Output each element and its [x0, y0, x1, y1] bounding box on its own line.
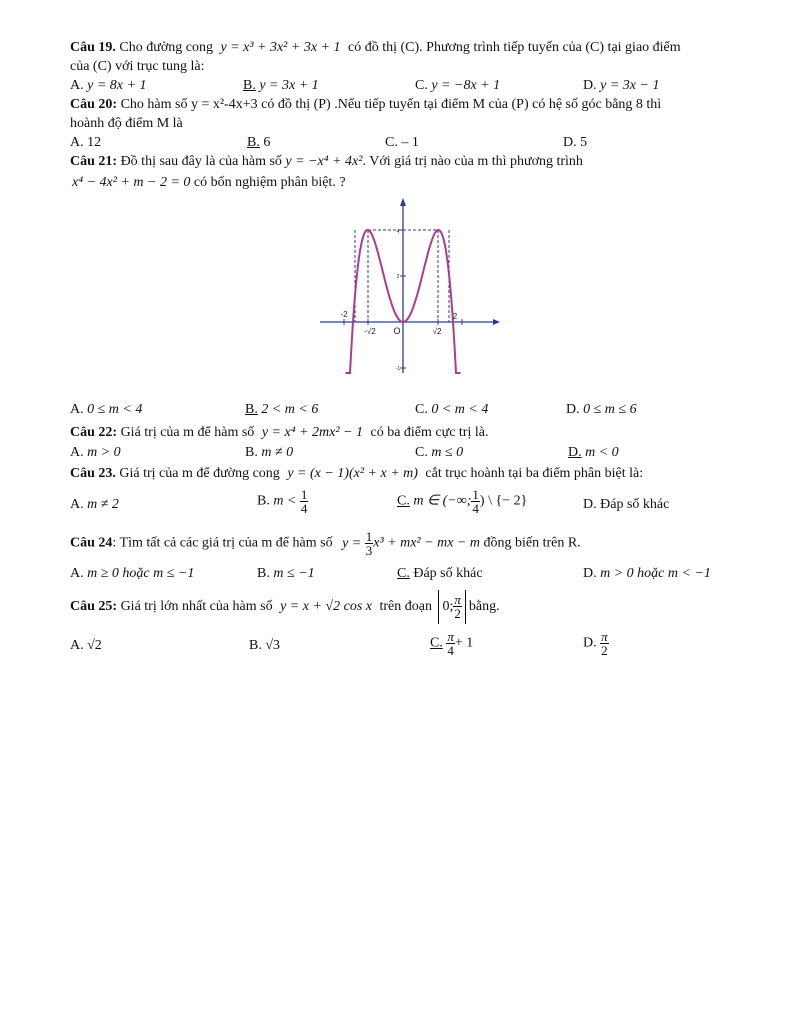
q19-option-b[interactable]: [243, 78, 319, 94]
q21-line2: [72, 175, 346, 191]
q24-text-a: : Tìm tất cả các giá trị của m để hàm số: [112, 535, 333, 551]
interval-start: 0;: [442, 599, 454, 614]
label-origin: O: [393, 326, 401, 336]
option-value: Đáp số khác: [413, 566, 483, 581]
option-value: – 1: [401, 135, 419, 150]
q22-option-d[interactable]: [568, 445, 619, 461]
label-neg2: -2: [340, 310, 348, 319]
q25-option-d[interactable]: [583, 630, 609, 657]
q21-text-b: . Với giá trị nào của m thì phương trình: [362, 154, 583, 169]
q24-number: Câu 24: [70, 535, 113, 551]
fraction: $\frac{1}{4}$: [300, 487, 308, 516]
q24-option-b[interactable]: [257, 566, 315, 582]
q25-line1: [70, 590, 500, 626]
option-value: m > 0 hoặc m < −1: [600, 566, 711, 581]
q23-text-b: cắt trục hoành tại ba điểm phân biệt là:: [425, 466, 644, 481]
option-letter: B.: [243, 78, 256, 93]
q19-option-d[interactable]: [583, 78, 659, 94]
q25-text-b: trên đoạn: [379, 599, 432, 615]
option-value: 5: [580, 135, 588, 150]
option-value: m ∈ (−∞;: [413, 493, 472, 509]
option-value: √2: [87, 638, 102, 653]
fraction: $\frac{\pi}{4}$: [447, 629, 454, 658]
fraction: $\frac{\pi}{2}$: [454, 592, 461, 622]
q21-option-c[interactable]: [415, 402, 488, 418]
q23-text-a: Giá trị của m để đường cong: [119, 466, 280, 481]
option-letter: B.: [249, 638, 262, 653]
q19-option-c[interactable]: [415, 78, 500, 94]
q19-text-a: Cho đường cong: [119, 40, 213, 55]
option-letter: B.: [247, 135, 260, 150]
q25-text-a: Giá trị lớn nhất của hàm số: [120, 599, 273, 615]
label-yneg: -1: [395, 366, 401, 372]
option-value: 0 ≤ m < 4: [87, 402, 143, 417]
option-value: y = 3x − 1: [600, 78, 660, 93]
q20-option-a[interactable]: [70, 135, 101, 151]
option-letter: D.: [583, 497, 597, 512]
option-letter: B.: [257, 566, 270, 581]
q21-line2-text: có bốn nghiệm phân biệt. ?: [193, 175, 346, 190]
q25-option-a[interactable]: [70, 638, 102, 654]
option-letter: A.: [70, 78, 84, 93]
q21-formula: y = −x⁴ + 4x²: [285, 154, 363, 169]
fraction: $\frac{\pi}{2}$: [601, 629, 608, 658]
option-value-post: ) \ {− 2}: [479, 493, 528, 509]
q21-equation: x⁴ − 4x² + m − 2 = 0: [72, 175, 191, 190]
label-sqrt2: √2: [432, 327, 442, 336]
label-y2: 2: [396, 274, 400, 280]
q23-option-a[interactable]: [70, 497, 119, 513]
q21-number: Câu 21:: [70, 154, 118, 169]
option-value: m ≤ −1: [273, 566, 315, 581]
q23-option-d[interactable]: [583, 497, 669, 513]
option-letter: B.: [257, 493, 270, 509]
q19-text-b: có đồ thị (C). Phương trình tiếp tuyến của (C) tại giao điểm: [348, 40, 681, 55]
q19-number: Câu 19.: [70, 40, 116, 55]
option-letter: B.: [245, 402, 258, 417]
q21-graph: [318, 195, 502, 377]
q20-text: Cho hàm số y = x²-4x+3 có đồ thị (P) .Nếu tiếp tuyến tại điểm M của (P) có hệ số góc bằng 8 thì: [120, 97, 662, 112]
q22-text-a: Giá trị của m để hàm số: [120, 425, 255, 440]
option-letter: D.: [568, 445, 582, 460]
q24-option-d[interactable]: [583, 566, 711, 582]
q24-option-a[interactable]: [70, 566, 194, 582]
option-letter: A.: [70, 445, 84, 460]
q24-line1: [70, 530, 581, 557]
option-letter: A.: [70, 566, 84, 581]
q21-line1: [70, 154, 583, 170]
q21-text-a: Đồ thị sau đây là của hàm số: [120, 154, 282, 169]
option-value: 2 < m < 6: [261, 402, 319, 417]
q24-formula-pre: y =: [342, 535, 362, 551]
q22-option-a[interactable]: [70, 445, 121, 461]
q20-option-b[interactable]: [247, 135, 270, 151]
option-value: y = 3x + 1: [259, 78, 319, 93]
option-value: m ≤ 0: [431, 445, 464, 460]
q25-number: Câu 25:: [70, 599, 118, 615]
option-value: m ≥ 0 hoặc m ≤ −1: [87, 566, 195, 581]
option-letter: C.: [415, 445, 428, 460]
q22-formula: y = x⁴ + 2mx² − 1: [261, 425, 363, 440]
q23-formula: y = (x − 1)(x² + x + m): [287, 466, 418, 481]
q23-line1: [70, 466, 643, 482]
q23-option-b[interactable]: [257, 488, 308, 515]
q21-option-b[interactable]: [245, 402, 318, 418]
q19-line2: của (C) với trục tung là:: [70, 59, 205, 74]
option-value: 0 < m < 4: [431, 402, 489, 417]
q23-number: Câu 23.: [70, 466, 116, 481]
fraction: $\frac{1}{4}$: [472, 487, 479, 516]
option-letter: A.: [70, 638, 84, 653]
option-letter: D.: [583, 566, 597, 581]
option-value: m ≠ 0: [261, 445, 294, 460]
label-neg-sqrt2: -√2: [364, 327, 376, 336]
q19-formula: y = x³ + 3x² + 3x + 1: [220, 40, 341, 55]
y-axis-arrow-icon: [400, 198, 406, 206]
q22-line1: [70, 425, 488, 441]
option-letter: D.: [563, 135, 577, 150]
q25-formula: y = x + √2 cos x: [280, 599, 372, 615]
option-letter: D.: [583, 78, 597, 93]
option-letter: C.: [415, 402, 428, 417]
q20-line1: [70, 97, 661, 113]
option-letter: C.: [430, 635, 443, 651]
option-letter: C.: [385, 135, 398, 150]
q20-line2: hoành độ điểm M là: [70, 116, 183, 131]
q20-option-c[interactable]: [385, 135, 419, 151]
option-letter: D.: [583, 635, 597, 651]
option-value: m ≠ 2: [87, 497, 119, 512]
q23-option-c[interactable]: [397, 488, 527, 515]
option-letter: C.: [397, 493, 410, 509]
option-letter: A.: [70, 402, 84, 417]
q24-text-b: đồng biến trên R.: [483, 535, 581, 551]
label-y4: 4: [396, 229, 400, 235]
q24-formula: x³ + mx² − mx − m: [373, 535, 480, 551]
q20-option-d[interactable]: [563, 135, 587, 151]
option-value-post: + 1: [454, 635, 474, 651]
q24-option-c[interactable]: [397, 566, 483, 582]
q20-number: Câu 20:: [70, 97, 118, 112]
q25-interval: [438, 590, 465, 624]
q22-text-b: có ba điểm cực trị là.: [370, 425, 489, 440]
q21-option-d[interactable]: [566, 402, 637, 418]
option-letter: C.: [415, 78, 428, 93]
fraction: $\frac{1}{3}$: [365, 529, 373, 558]
q25-option-b[interactable]: [249, 638, 280, 654]
option-letter: B.: [245, 445, 258, 460]
q22-option-c[interactable]: [415, 445, 463, 461]
q22-option-b[interactable]: [245, 445, 293, 461]
option-value: m <: [273, 493, 297, 509]
option-value: 6: [263, 135, 271, 150]
option-value: m < 0: [585, 445, 619, 460]
option-value: m > 0: [87, 445, 121, 460]
q22-number: Câu 22:: [70, 425, 118, 440]
option-value: 12: [87, 135, 102, 150]
q21-option-a[interactable]: [70, 402, 142, 418]
q25-text-c: bằng.: [468, 599, 500, 615]
option-value: y = −8x + 1: [431, 78, 501, 93]
option-value: Đáp số khác: [600, 497, 670, 512]
option-letter: D.: [566, 402, 580, 417]
label-pos2: 2: [452, 312, 458, 321]
option-value: 0 ≤ m ≤ 6: [583, 402, 637, 417]
q19-option-a[interactable]: [70, 78, 146, 94]
option-letter: A.: [70, 135, 84, 150]
q25-option-c[interactable]: [430, 630, 473, 657]
option-value: √3: [265, 638, 281, 653]
q19-line1: [70, 40, 681, 56]
option-value: y = 8x + 1: [87, 78, 147, 93]
option-letter: C.: [397, 566, 410, 581]
x-axis-arrow-icon: [493, 319, 500, 325]
option-letter: A.: [70, 497, 84, 512]
